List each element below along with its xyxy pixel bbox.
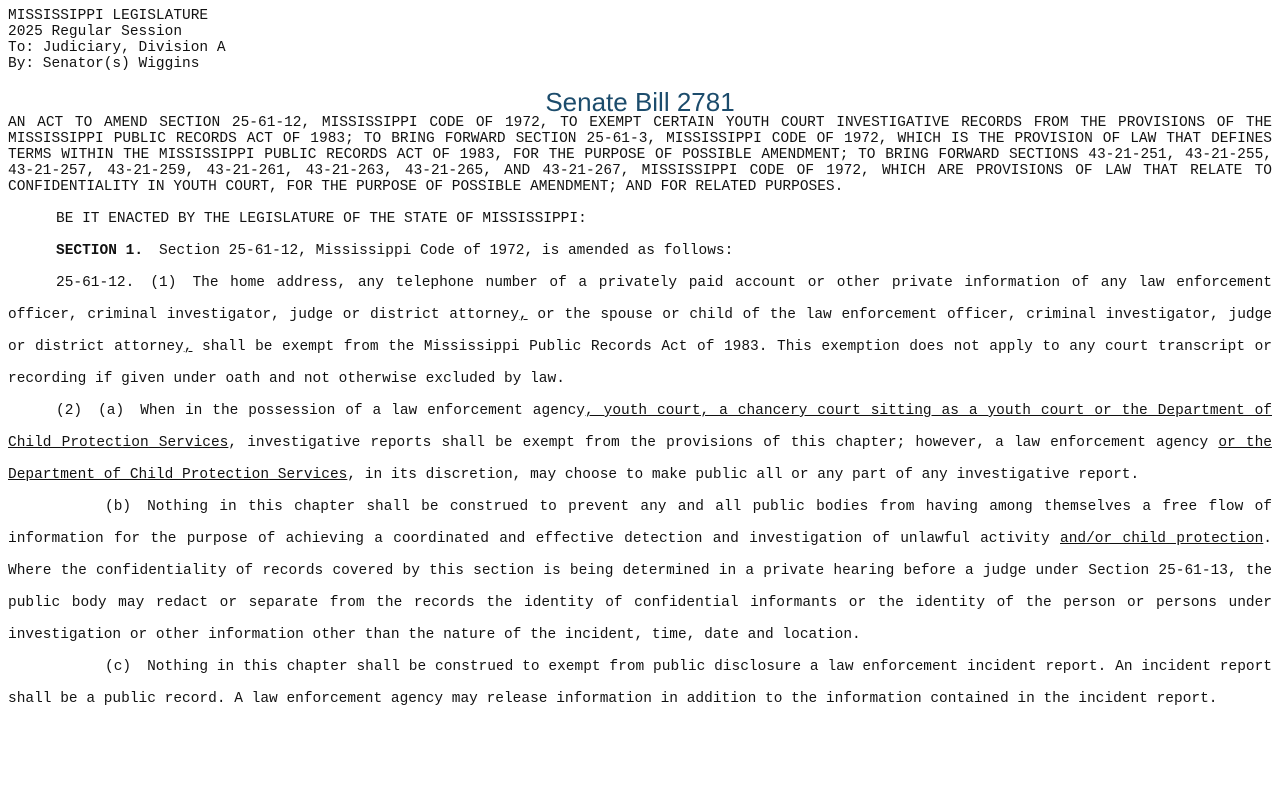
paragraph-1: 25-61-12. (1) The home address, any telephone number of a privately paid account or other private information of any law enforcement officer, criminal investigator, judge or district attorney, or the spouse or child of the law enforcement officer, criminal investigator, judge or district attorney, shall be exempt from the Mississippi Public Records Act of 1983. This exemption does not apply to any court transcript or recording if given under oath and not otherwise excluded by law.	[8, 275, 1273, 387]
paragraph-2a: (2) (a) When in the possession of a law enforcement agency, youth court, a chancery court sitting as a youth court or the Department of Child Protection Services, investigative reports shall be exempt from the provisions of this chapter; however, a law enforcement agency or the Department of Child Protection Services, in its discretion, may choose to make public all or any part of any investigative report.	[8, 403, 1272, 483]
code-section-number: 25-61-12.	[56, 275, 135, 291]
act-title-text: AN ACT TO AMEND SECTION 25-61-12, MISSISSIPPI CODE OF 1972, TO EXEMPT CERTAIN YOUTH COURT INVESTIGATIVE RECORDS FROM THE PROVISIONS OF THE MISSISSIPPI PUBLIC RECORDS ACT OF 1983; TO BRING FORWARD SECTION 25-61-3, MISSISSIPPI CODE OF 1972, WHICH IS THE PROVISION OF LAW THAT DEFINES TERMS WITHIN THE MISSISSIPPI PUBLIC RECORDS ACT OF 1983, FOR THE PURPOSE OF POSSIBLE AMENDMENT; TO BRING FORWARD SECTIONS 43-21-251, 43-21-255, 43-21-257, 43-21-259, 43-21-261, 43-21-263, 43-21-265, AND 43-21-267, MISSISSIPPI CODE OF 1972, WHICH ARE PROVISIONS OF LAW THAT RELATE TO CONFIDENTIALITY IN YOUTH COURT, FOR THE PURPOSE OF POSSIBLE AMENDMENT; AND FOR RELATED PURPOSES.	[8, 115, 1272, 195]
inserted-text: , youth court, a chancery court sitting as a youth court or the Department of Child Protection Services	[8, 403, 1272, 451]
section-label: SECTION 1.	[56, 243, 144, 259]
bill-header	[8, 8, 1272, 72]
session-line: 2025 Regular Session	[8, 24, 183, 40]
inserted-text: or the Department of Child Protection Services	[8, 435, 1272, 483]
subsection-letter: (b)	[105, 499, 132, 515]
legislature-line: MISSISSIPPI LEGISLATURE	[8, 8, 209, 24]
subsection-number: (1)	[150, 275, 177, 291]
paragraph-2c: (c) Nothing in this chapter shall be construed to exempt from public disclosure a law enforcement incident report. An incident report shall be a public record. A law enforcement agency may release information in addition to the information contained in the incident report.	[8, 659, 1272, 707]
subsection-letter: (a)	[98, 403, 125, 419]
paragraph-2b: (b) Nothing in this chapter shall be construed to prevent any and all public bodies from having among themselves a free flow of information for the purpose of achieving a coordinated and effective detection and investigation of unlawful activity and/or child protection. Where the confidentiality of records covered by this section is being determined in a private hearing before a judge under Section 25-61-13, the public body may redact or separate from the records the identity of confidential informants or the identity of the person or persons under investigation or other information other than the nature of the incident, time, date and location.	[8, 499, 1272, 643]
subsection-letter: (c)	[105, 659, 132, 675]
sponsor-line: By: Senator(s) Wiggins	[8, 56, 200, 72]
subsection-number: (2)	[56, 403, 83, 419]
deleted-comma: ,	[183, 339, 193, 355]
deleted-comma: ,	[518, 307, 528, 323]
section-text: Section 25-61-12, Mississippi Code of 1972, is amended as follows:	[159, 243, 734, 259]
section-1-intro	[8, 235, 1272, 267]
bill-title: Senate Bill 2781	[545, 87, 735, 117]
enacting-clause: BE IT ENACTED BY THE LEGISLATURE OF THE STATE OF MISSISSIPPI:	[56, 211, 587, 227]
inserted-text: and/or child protection	[1060, 531, 1264, 547]
committee-line: To: Judiciary, Division A	[8, 40, 226, 56]
